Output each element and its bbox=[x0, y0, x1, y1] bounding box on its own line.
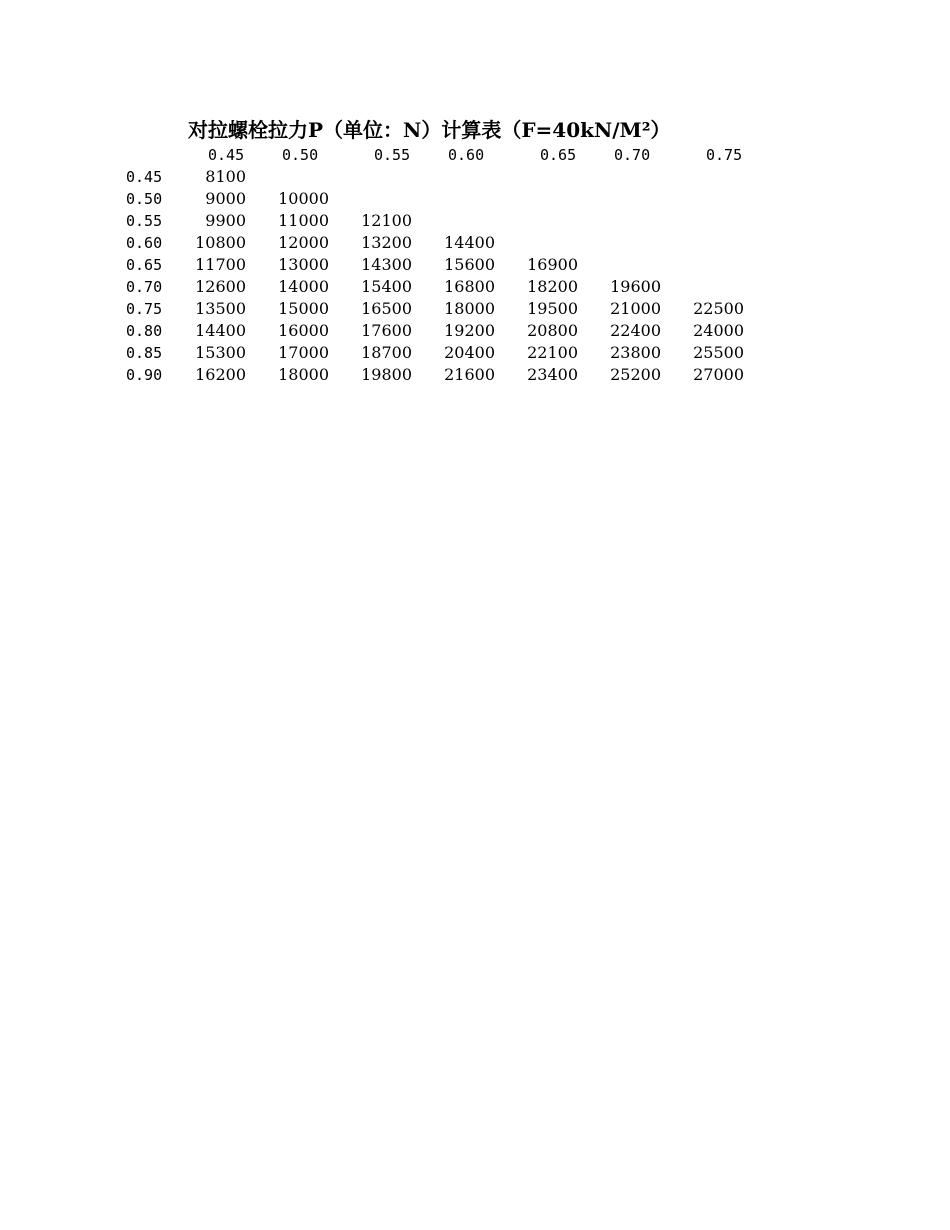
row-header: 0.65 bbox=[126, 256, 163, 274]
table-cell: 19500 bbox=[527, 299, 578, 318]
table-cell: 13500 bbox=[195, 299, 246, 318]
table-cell: 12600 bbox=[195, 277, 246, 296]
table-cell: 9900 bbox=[205, 211, 246, 230]
table-cell: 25200 bbox=[610, 365, 661, 384]
column-header: 0.55 bbox=[374, 146, 411, 164]
table-cell: 15000 bbox=[278, 299, 329, 318]
table-cell: 16500 bbox=[361, 299, 412, 318]
table-row bbox=[0, 342, 950, 364]
row-header: 0.85 bbox=[126, 344, 163, 362]
table-cell: 10000 bbox=[278, 189, 329, 208]
column-header: 0.65 bbox=[540, 146, 577, 164]
table-cell: 20400 bbox=[444, 343, 495, 362]
table-cell: 14300 bbox=[361, 255, 412, 274]
table-cell: 16900 bbox=[527, 255, 578, 274]
table-cell: 17600 bbox=[361, 321, 412, 340]
table-row bbox=[0, 188, 950, 210]
table-cell: 18200 bbox=[527, 277, 578, 296]
table-cell: 16200 bbox=[195, 365, 246, 384]
column-header: 0.50 bbox=[282, 146, 319, 164]
table-cell: 18000 bbox=[278, 365, 329, 384]
table-cell: 18700 bbox=[361, 343, 412, 362]
row-header: 0.55 bbox=[126, 212, 163, 230]
table-cell: 14400 bbox=[444, 233, 495, 252]
table-cell: 27000 bbox=[693, 365, 744, 384]
table-row bbox=[0, 276, 950, 298]
row-header: 0.60 bbox=[126, 234, 163, 252]
table-cell: 22100 bbox=[527, 343, 578, 362]
table-cell: 11700 bbox=[195, 255, 246, 274]
table-cell: 19600 bbox=[610, 277, 661, 296]
table-cell: 25500 bbox=[693, 343, 744, 362]
table-cell: 13000 bbox=[278, 255, 329, 274]
table-cell: 16800 bbox=[444, 277, 495, 296]
table-cell: 14400 bbox=[195, 321, 246, 340]
row-header: 0.70 bbox=[126, 278, 163, 296]
table-cell: 12100 bbox=[361, 211, 412, 230]
row-header: 0.50 bbox=[126, 190, 163, 208]
table-cell: 16000 bbox=[278, 321, 329, 340]
table-row bbox=[0, 166, 950, 188]
table-cell: 24000 bbox=[693, 321, 744, 340]
column-header: 0.70 bbox=[614, 146, 651, 164]
table-row bbox=[0, 364, 950, 386]
table-row bbox=[0, 210, 950, 232]
table-cell: 10800 bbox=[195, 233, 246, 252]
table-cell: 14000 bbox=[278, 277, 329, 296]
column-header-row bbox=[0, 144, 950, 166]
table-cell: 15600 bbox=[444, 255, 495, 274]
table-cell: 23400 bbox=[527, 365, 578, 384]
table-cell: 12000 bbox=[278, 233, 329, 252]
table-cell: 8100 bbox=[205, 167, 246, 186]
table-cell: 13200 bbox=[361, 233, 412, 252]
table-cell: 18000 bbox=[444, 299, 495, 318]
table-cell: 17000 bbox=[278, 343, 329, 362]
column-header: 0.45 bbox=[208, 146, 245, 164]
column-header: 0.75 bbox=[706, 146, 743, 164]
table-cell: 11000 bbox=[278, 211, 329, 230]
table-cell: 21000 bbox=[610, 299, 661, 318]
table-cell: 23800 bbox=[610, 343, 661, 362]
table-row bbox=[0, 232, 950, 254]
row-header: 0.75 bbox=[126, 300, 163, 318]
table-cell: 19200 bbox=[444, 321, 495, 340]
table-cell: 9000 bbox=[205, 189, 246, 208]
table-cell: 22400 bbox=[610, 321, 661, 340]
row-header: 0.90 bbox=[126, 366, 163, 384]
row-header: 0.45 bbox=[126, 168, 163, 186]
table-cell: 19800 bbox=[361, 365, 412, 384]
table-cell: 22500 bbox=[693, 299, 744, 318]
table-cell: 15400 bbox=[361, 277, 412, 296]
column-header: 0.60 bbox=[448, 146, 485, 164]
table-cell: 20800 bbox=[527, 321, 578, 340]
table-cell: 21600 bbox=[444, 365, 495, 384]
page-title: 对拉螺栓拉力P（单位：N）计算表（F=40kN/M²） bbox=[188, 118, 671, 142]
table-row bbox=[0, 254, 950, 276]
table-row bbox=[0, 298, 950, 320]
table-row bbox=[0, 320, 950, 342]
row-header: 0.80 bbox=[126, 322, 163, 340]
table-cell: 15300 bbox=[195, 343, 246, 362]
